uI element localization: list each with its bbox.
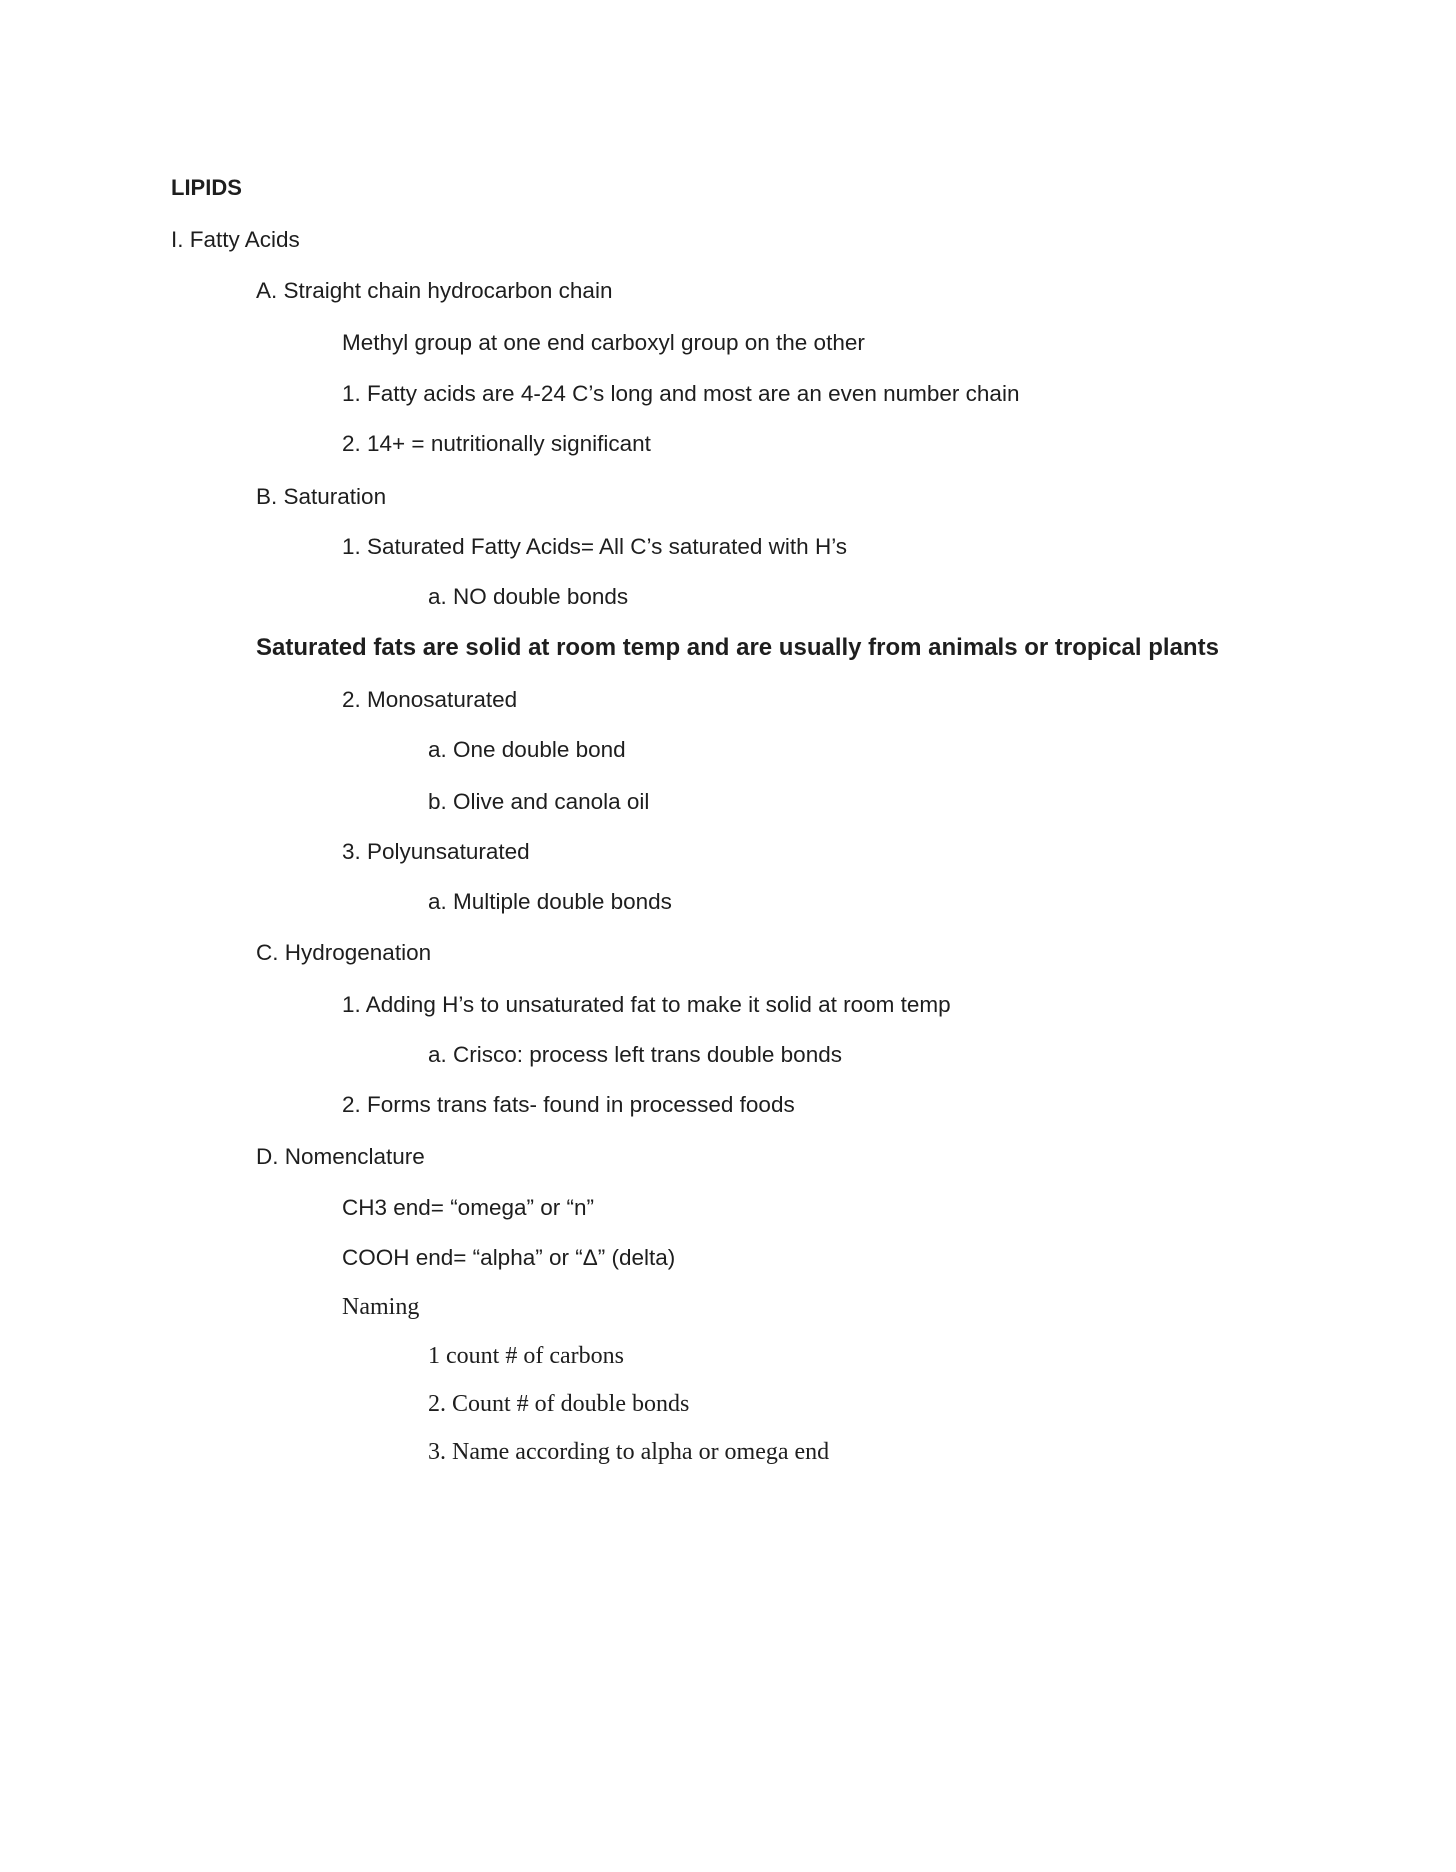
list-item-one-double-bond: a. One double bond bbox=[428, 737, 626, 762]
list-item-count-double-bonds: 2. Count # of double bonds bbox=[428, 1391, 690, 1417]
list-item-monosaturated: 2. Monosaturated bbox=[342, 687, 518, 712]
subheading-nomenclature: D. Nomenclature bbox=[256, 1144, 425, 1169]
list-item-saturated: 1. Saturated Fatty Acids= All C’s saturated with H’s bbox=[342, 534, 848, 559]
list-item-olive-canola: b. Olive and canola oil bbox=[428, 789, 650, 814]
list-item-no-double-bonds: a. NO double bonds bbox=[428, 584, 629, 609]
text-methyl-group: Methyl group at one end carboxyl group on the other bbox=[342, 330, 865, 355]
list-item-crisco: a. Crisco: process left trans double bonds bbox=[428, 1042, 842, 1067]
list-item-trans-fats: 2. Forms trans fats- found in processed foods bbox=[342, 1092, 795, 1117]
list-item-nutritional: 2. 14+ = nutritionally significant bbox=[342, 431, 651, 456]
subheading-hydrogenation: C. Hydrogenation bbox=[256, 940, 432, 965]
list-item-count-carbons: 1 count # of carbons bbox=[428, 1343, 624, 1369]
list-item-name-according: 3. Name according to alpha or omega end bbox=[428, 1439, 830, 1465]
list-item-chain-length: 1. Fatty acids are 4-24 C’s long and most are an even number chain bbox=[342, 381, 1020, 406]
subheading-straight-chain: A. Straight chain hydrocarbon chain bbox=[256, 278, 613, 303]
heading-fatty-acids: I. Fatty Acids bbox=[171, 227, 300, 252]
document-title: LIPIDS bbox=[171, 175, 242, 200]
text-naming: Naming bbox=[342, 1294, 420, 1320]
text-cooh-end: COOH end= “alpha” or “Δ” (delta) bbox=[342, 1245, 676, 1270]
text-ch3-end: CH3 end= “omega” or “n” bbox=[342, 1195, 594, 1220]
note-saturated-fats: Saturated fats are solid at room temp and are usually from animals or tropical plants bbox=[256, 634, 1219, 661]
list-item-adding-h: 1. Adding H’s to unsaturated fat to make it solid at room temp bbox=[342, 992, 951, 1017]
list-item-polyunsaturated: 3. Polyunsaturated bbox=[342, 839, 530, 864]
list-item-multiple-double-bonds: a. Multiple double bonds bbox=[428, 889, 672, 914]
subheading-saturation: B. Saturation bbox=[256, 484, 387, 509]
